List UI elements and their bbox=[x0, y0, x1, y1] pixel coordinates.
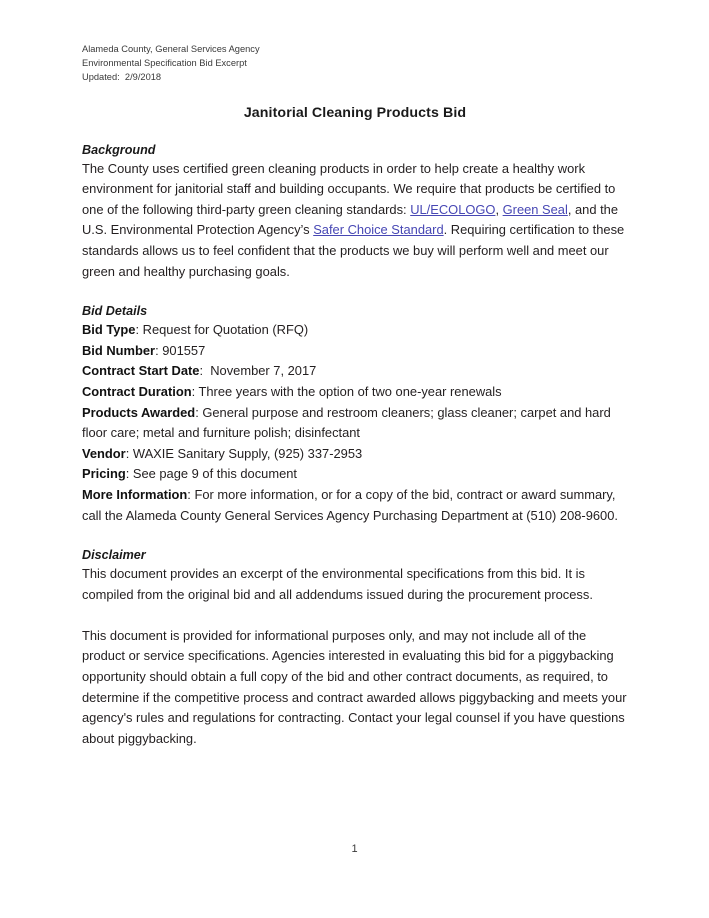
detail-value: Request for Quotation (RFQ) bbox=[142, 322, 309, 338]
detail-separator: : bbox=[125, 445, 133, 461]
detail-row-bid-type bbox=[82, 320, 628, 341]
document-content bbox=[82, 42, 628, 749]
header-line-subtitle: Environmental Specification Bid Excerpt bbox=[82, 58, 247, 69]
detail-separator: : bbox=[195, 404, 203, 420]
detail-value: See page 9 of this document bbox=[132, 466, 297, 482]
detail-value: 901557 bbox=[162, 342, 206, 358]
section-heading-bid-details: Bid Details bbox=[82, 304, 148, 319]
background-text-3: , and the U.S. Environmental Protection Agency’s bbox=[82, 201, 619, 238]
detail-row-contract-duration bbox=[82, 382, 628, 403]
disclaimer-paragraph-2: This document is provided for informational purposes only, and may not include all of the product or service specifications. Agencies interested in evaluating this bid for a piggybacking opportunity should obtain a full copy of the bid and other contract documents, as required, to determine if the competitive process and contract awarded allows piggybacking and meets your agency's rules and regulations for contracting. Contact your legal counsel if you have questions about piggybacking. bbox=[82, 627, 627, 746]
detail-separator: : bbox=[187, 486, 195, 502]
detail-separator: : bbox=[155, 342, 163, 358]
detail-label: Pricing bbox=[82, 466, 126, 482]
background-text-4: . Requiring certification to these standards allows us to feel confident that the products we buy will perform well and meet our green and healthy purchasing goals. bbox=[82, 222, 625, 279]
link-safer-choice-standard[interactable]: Safer Choice Standard bbox=[313, 222, 444, 238]
detail-separator: : bbox=[191, 383, 199, 399]
detail-separator: : bbox=[199, 363, 211, 379]
spacer-after-bid-details bbox=[82, 526, 628, 548]
detail-label: More Information bbox=[82, 486, 188, 502]
detail-row-contract-start-date bbox=[82, 361, 628, 382]
section-heading-disclaimer: Disclaimer bbox=[82, 548, 146, 563]
background-text-2: , bbox=[495, 201, 503, 217]
detail-label: Bid Number bbox=[82, 342, 156, 358]
disclaimer-paragraph-1: This document provides an excerpt of the environmental specifications from this bid. It is compiled from the original bid and all addendums issued during the procurement process. bbox=[82, 566, 593, 602]
detail-label: Products Awarded bbox=[82, 404, 196, 420]
detail-row-vendor bbox=[82, 444, 628, 465]
link-ul-ecologo[interactable]: UL/ECOLOGO bbox=[410, 201, 496, 217]
detail-label: Contract Duration bbox=[82, 383, 192, 399]
background-paragraph bbox=[82, 159, 628, 283]
detail-row-products-awarded bbox=[82, 403, 628, 444]
detail-separator: : bbox=[135, 322, 143, 338]
detail-row-pricing bbox=[82, 464, 628, 485]
detail-label: Vendor bbox=[82, 445, 126, 461]
detail-row-bid-number bbox=[82, 341, 628, 362]
detail-label: Contract Start Date bbox=[82, 363, 200, 379]
section-heading-background: Background bbox=[82, 142, 156, 157]
detail-value: WAXIE Sanitary Supply, (925) 337-2953 bbox=[132, 445, 363, 461]
background-text-1: The County uses certified green cleaning products in order to help create a healthy work environment for janitorial staff and building occupants. We require that products be certified to one of the following third-party green cleaning standards: bbox=[82, 160, 616, 217]
detail-row-more-information bbox=[82, 485, 628, 526]
header-line-updated: Updated: 2/9/2018 bbox=[82, 72, 162, 83]
detail-value: November 7, 2017 bbox=[210, 363, 317, 379]
detail-value: General purpose and restroom cleaners; glass cleaner; carpet and hard floor care; metal and furniture polish; disinfectant bbox=[82, 404, 611, 441]
detail-value: Three years with the option of two one-year renewals bbox=[198, 383, 502, 399]
spacer-after-background bbox=[82, 282, 628, 304]
detail-value: For more information, or for a copy of the bid, contract or award summary, call the Alameda County General Services Agency Purchasing Department at (510) 208-9600. bbox=[82, 486, 618, 523]
detail-label: Bid Type bbox=[82, 322, 136, 338]
header-line-agency: Alameda County, General Services Agency bbox=[82, 44, 260, 54]
page-title: Janitorial Cleaning Products Bid bbox=[243, 104, 467, 121]
link-green-seal[interactable]: Green Seal bbox=[502, 201, 568, 217]
detail-separator: : bbox=[125, 466, 133, 482]
document-header bbox=[82, 42, 628, 85]
page-number: 1 bbox=[351, 843, 358, 855]
